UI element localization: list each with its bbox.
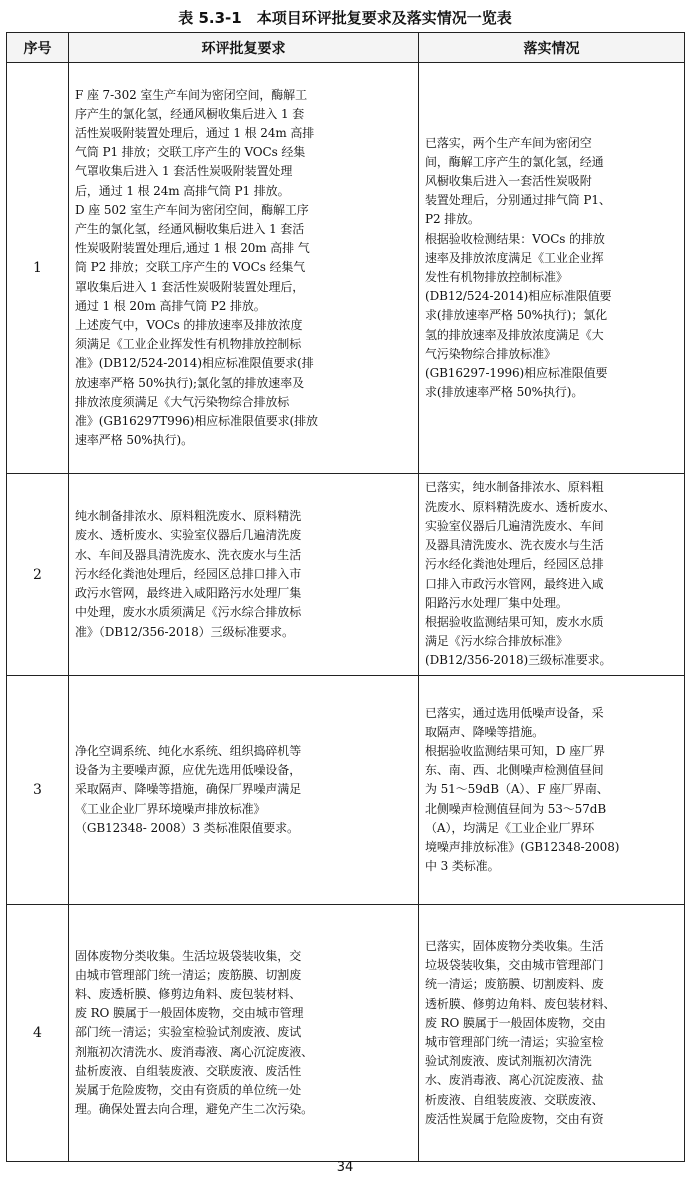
approval-table bbox=[6, 32, 685, 1162]
row-serial: 3 bbox=[7, 676, 69, 905]
requirement-cell bbox=[69, 676, 419, 905]
text-line: 放速率严格 50%执行);氯化氢的排放速率及 bbox=[75, 375, 305, 390]
table-row bbox=[7, 905, 685, 1162]
text-line: （GB12348- 2008）3 类标准限值要求。 bbox=[75, 820, 299, 835]
header-implementation: 落实情况 bbox=[419, 33, 685, 63]
text-line: 间，酶解工序产生的氯化氢，经通 bbox=[425, 154, 604, 169]
text-line: （A），均满足《工业企业厂界环 bbox=[425, 820, 595, 835]
text-line: 已落实，两个生产车间为密闭空 bbox=[425, 135, 592, 150]
text-line: 活性炭吸附装置处理后，通过 1 根 24m 高排 bbox=[75, 125, 315, 140]
table-title: 表 5.3-1 本项目环评批复要求及落实情况一览表 bbox=[178, 9, 512, 27]
text-line: 根据验收检测结果：VOCs 的排放 bbox=[425, 231, 605, 246]
text-line: 排放浓度须满足《大气污染物综合排放标 bbox=[75, 394, 290, 409]
text-line: 已落实，通过选用低噪声设备，采 bbox=[425, 705, 604, 720]
table-header-row bbox=[7, 33, 685, 63]
implementation-cell bbox=[419, 474, 685, 676]
text-line: 准》(DB12/524-2014)相应标准限值要求(排 bbox=[75, 356, 314, 371]
text-line: 料、废透析膜、修剪边角料、废包装材料、 bbox=[75, 986, 302, 1001]
text-line: 根据验收监测结果可知，D 座厂界 bbox=[425, 743, 605, 758]
table-row bbox=[7, 63, 685, 474]
text-line: 满足《污水综合排放标准》 bbox=[425, 634, 568, 649]
requirement-cell bbox=[69, 474, 419, 676]
header-serial: 序号 bbox=[7, 33, 69, 63]
text-line: 废活性炭属于危险废物，交由有资 bbox=[425, 1111, 604, 1126]
text-line: 废 RO 膜属于一般固体废物，交由城市管理 bbox=[75, 1006, 304, 1021]
text-line: 废 RO 膜属于一般固体废物，交由 bbox=[425, 1015, 606, 1030]
text-line: 速率及排放浓度满足《工业企业挥 bbox=[425, 250, 604, 265]
text-line: 污水经化粪池处理后，经园区总排 bbox=[425, 557, 604, 572]
text-line: 上述废气中，VOCs 的排放速率及排放浓度 bbox=[75, 318, 303, 332]
text-line: 污水经化粪池处理后，经园区总排口排入市 bbox=[75, 566, 302, 581]
text-line: 实验室仪器后几遍清洗废水、车间 bbox=[425, 518, 604, 533]
text-line: 设备为主要噪声源，应优先选用低噪设备， bbox=[75, 763, 302, 778]
text-line: 炭属于危险废物，交由有资质的单位统一处 bbox=[75, 1083, 302, 1097]
text-line: 发性有机物排放控制标准》 bbox=[425, 270, 568, 284]
text-line: 准》(GB16297T996)相应标准限值要求(排放 bbox=[75, 414, 318, 429]
text-line: 须满足《工业企业挥发性有机物排放控制标 bbox=[75, 337, 302, 352]
implementation-cell bbox=[419, 676, 685, 905]
table-row bbox=[7, 676, 685, 905]
text-line: 求(排放速率严格 50%执行)；氯化 bbox=[425, 308, 608, 323]
text-line: 准》（DB12/356-2018）三级标准要求。 bbox=[75, 624, 294, 639]
text-line: P2 排放。 bbox=[425, 212, 480, 227]
implementation-cell bbox=[419, 63, 685, 474]
text-line: 为 51～59dB（A）、F 座厂界南、 bbox=[425, 782, 609, 797]
text-line: (GB16297-1996)相应标准限值要 bbox=[425, 366, 608, 381]
text-line: 北侧噪声检测值昼间为 53～57dB bbox=[425, 801, 607, 816]
text-line: 采取隔声、降噪等措施，确保厂界噪声满足 bbox=[75, 782, 302, 797]
text-line: 序产生的氯化氢，经通风橱收集后进入 1 套 bbox=[75, 106, 305, 121]
text-line: 验试剂废液、废试剂瓶初次清洗 bbox=[425, 1054, 592, 1069]
requirement-cell bbox=[69, 63, 419, 474]
text-line: 罩收集后进入 1 套活性炭吸附装置处理后， bbox=[75, 279, 305, 294]
text-line: 通过 1 根 20m 高排气筒 P2 排放。 bbox=[75, 298, 266, 313]
text-line: F 座 7-302 室生产车间为密闭空间，酶解工 bbox=[75, 87, 307, 102]
text-line: 固体废物分类收集。生活垃圾袋装收集，交 bbox=[75, 948, 302, 963]
text-line: 筒 P2 排放；交联工序产生的 VOCs 经集气 bbox=[75, 260, 306, 275]
text-line: (DB12/524-2014)相应标准限值要 bbox=[425, 289, 612, 304]
text-line: 透析膜、修剪边角料、废包装材料、 bbox=[425, 996, 616, 1011]
text-line: 盐析废液、自组装废液、交联废液、废活性 bbox=[75, 1063, 302, 1078]
text-line: 气筒 P1 排放；交联工序产生的 VOCs 经集 bbox=[75, 145, 306, 160]
text-line: 剂瓶初次清洗水、废消毒液、离心沉淀废液、 bbox=[75, 1044, 314, 1059]
text-line: D 座 502 室生产车间为密闭空间，酶解工序 bbox=[75, 202, 309, 217]
text-line: 由城市管理部门统一清运；废筋膜、切割废 bbox=[75, 967, 302, 982]
text-line: 废水、透析废水、实验室仪器后几遍清洗废 bbox=[75, 528, 302, 543]
text-line: 阳路污水处理厂集中处理。 bbox=[425, 595, 568, 610]
text-line: 中 3 类标准。 bbox=[425, 859, 500, 874]
text-line: 产生的氯化氢，经通风橱收集后进入 1 套活 bbox=[75, 221, 305, 236]
text-line: 根据验收监测结果可知，废水水质 bbox=[425, 614, 604, 629]
table-row bbox=[7, 474, 685, 676]
requirement-cell bbox=[69, 905, 419, 1162]
text-line: 性炭吸附装置处理后,通过 1 根 20m 高排 气 bbox=[75, 241, 310, 256]
text-line: 口排入市政污水管网，最终进入咸 bbox=[425, 576, 604, 591]
implementation-cell bbox=[419, 905, 685, 1162]
row-serial: 4 bbox=[7, 905, 69, 1162]
text-line: 求(排放速率严格 50%执行)。 bbox=[425, 385, 584, 400]
text-line: 纯水制备排浓水、原料粗洗废水、原料精洗 bbox=[75, 509, 302, 524]
text-line: 已落实，纯水制备排浓水、原料粗 bbox=[425, 480, 604, 495]
text-line: 水、废消毒液、离心沉淀废液、盐 bbox=[425, 1073, 604, 1088]
text-line: 取隔声、降噪等措施。 bbox=[425, 724, 545, 739]
text-line: 气污染物综合排放标准》 bbox=[425, 346, 556, 361]
text-line: 理。确保处置去向合理，避免产生二次污染。 bbox=[75, 1102, 314, 1117]
row-serial: 1 bbox=[7, 63, 69, 474]
text-line: 垃圾袋装收集，交由城市管理部门 bbox=[425, 958, 604, 973]
text-line: 速率严格 50%执行)。 bbox=[75, 433, 193, 448]
text-line: 政污水管网，最终进入咸阳路污水处理厂集 bbox=[75, 586, 302, 601]
text-line: 东、南、西、北侧噪声检测值昼间 bbox=[425, 763, 604, 778]
row-serial: 2 bbox=[7, 474, 69, 676]
text-line: 装置处理后，分别通过排气筒 P1、 bbox=[425, 193, 611, 208]
text-line: (DB12/356-2018)三级标准要求。 bbox=[425, 653, 612, 668]
page-number: 34 bbox=[336, 1160, 354, 1175]
text-line: 析废液、自组装废液、交联废液、 bbox=[425, 1092, 604, 1107]
header-requirement: 环评批复要求 bbox=[69, 33, 419, 63]
text-line: 城市管理部门统一清运；实验室检 bbox=[425, 1035, 604, 1049]
text-line: 已落实，固体废物分类收集。生活 bbox=[425, 938, 604, 953]
text-line: 及器具清洗废水、洗衣废水与生活 bbox=[425, 538, 604, 553]
text-line: 水、车间及器具清洗废水、洗衣废水与生活 bbox=[75, 547, 302, 562]
text-line: 净化空调系统、纯化水系统、组织捣碎机等 bbox=[75, 743, 302, 758]
text-line: 境噪声排放标准》(GB12348-2008) bbox=[425, 840, 620, 854]
text-line: 统一清运；废筋膜、切割废料、废 bbox=[425, 977, 604, 992]
text-line: 后，通过 1 根 24m 高排气筒 P1 排放。 bbox=[75, 183, 290, 198]
text-line: 部门统一清运；实验室检验试剂废液、废试 bbox=[75, 1025, 302, 1040]
text-line: 气罩收集后进入 1 套活性炭吸附装置处理 bbox=[75, 164, 293, 179]
text-line: 《工业企业厂界环境噪声排放标准》 bbox=[75, 801, 266, 816]
text-line: 中处理，废水水质须满足《污水综合排放标 bbox=[75, 605, 302, 620]
text-line: 氢的排放速率及排放浓度满足《大 bbox=[425, 327, 604, 342]
text-line: 风橱收集后进入一套活性炭吸附 bbox=[425, 173, 592, 188]
text-line: 洗废水、原料精洗废水、透析废水、 bbox=[425, 499, 616, 514]
